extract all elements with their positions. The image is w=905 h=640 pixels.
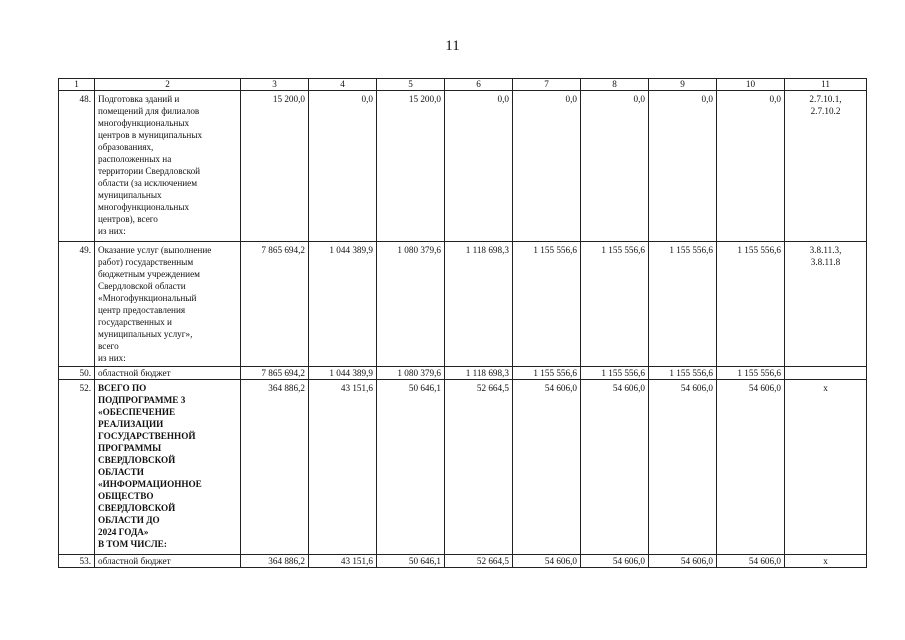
row-description: областной бюджет [95, 555, 241, 568]
value-cell: 1 118 698,3 [445, 367, 513, 380]
description-line: образованиях, [98, 142, 154, 152]
measure-code: 2.7.10.2 [810, 106, 841, 116]
row-description [95, 380, 241, 555]
value-cell: 54 606,0 [513, 380, 581, 555]
column-number: 4 [309, 79, 377, 91]
description-line: ОБЛАСТИ [98, 467, 144, 477]
description-line: В ТОМ ЧИСЛЕ: [98, 539, 167, 549]
value-cell: 1 155 556,6 [513, 367, 581, 380]
page-number: 11 [445, 38, 460, 54]
table-row [59, 91, 867, 242]
value-cell: 0,0 [513, 91, 581, 242]
value-cell: 0,0 [309, 91, 377, 242]
measure-code: 3.8.11.8 [810, 257, 841, 267]
description-line: ВСЕГО ПО [98, 383, 147, 393]
table-row [59, 555, 867, 568]
description-line: всего [98, 341, 119, 351]
value-cell: 1 155 556,6 [717, 242, 785, 367]
description-line: многофункциональных [98, 202, 190, 212]
value-cell: 15 200,0 [241, 91, 309, 242]
column-number: 7 [513, 79, 581, 91]
value-cell: 364 886,2 [241, 380, 309, 555]
description-line: расположенных на [98, 154, 172, 164]
budget-table [58, 78, 867, 568]
description-line: 2024 ГОДА» [98, 527, 149, 537]
description-line: РЕАЛИЗАЦИИ [98, 419, 164, 429]
description-line: из них: [98, 353, 126, 363]
column-number: 2 [95, 79, 241, 91]
value-cell: 0,0 [581, 91, 649, 242]
description-line: помещений для филиалов [98, 106, 200, 116]
value-cell: 54 606,0 [581, 380, 649, 555]
description-line: муниципальных [98, 190, 162, 200]
value-cell: 54 606,0 [717, 380, 785, 555]
measure-code: х [785, 380, 867, 555]
value-cell: 54 606,0 [581, 555, 649, 568]
row-number: 49. [59, 242, 95, 367]
value-cell: 1 044 389,9 [309, 367, 377, 380]
row-number: 50. [59, 367, 95, 380]
description-line: ОБЛАСТИ ДО [98, 515, 160, 525]
description-line: многофункциональных [98, 118, 190, 128]
row-description [95, 91, 241, 242]
value-cell: 0,0 [445, 91, 513, 242]
description-line: ПОДПРОГРАММЕ 3 [98, 395, 186, 405]
column-number: 3 [241, 79, 309, 91]
description-line: области (за исключением [98, 178, 198, 188]
description-line: «ОБЕСПЕЧЕНИЕ [98, 407, 176, 417]
description-line: «Многофункциональный [98, 293, 197, 303]
value-cell: 1 155 556,6 [649, 367, 717, 380]
value-cell: 1 118 698,3 [445, 242, 513, 367]
description-line: бюджетным учреждением [98, 269, 200, 279]
table-row [59, 242, 867, 367]
description-line: центр предоставления [98, 305, 186, 315]
description-line: Оказание услуг (выполнение [98, 245, 212, 255]
value-cell: 1 155 556,6 [581, 367, 649, 380]
value-cell: 0,0 [717, 91, 785, 242]
value-cell: 15 200,0 [377, 91, 445, 242]
value-cell: 364 886,2 [241, 555, 309, 568]
table-row [59, 380, 867, 555]
column-number: 8 [581, 79, 649, 91]
description-line: ГОСУДАРСТВЕННОЙ [98, 431, 196, 441]
description-line: государственных и [98, 317, 172, 327]
value-cell: 54 606,0 [649, 380, 717, 555]
value-cell: 0,0 [649, 91, 717, 242]
measure-code [785, 367, 867, 380]
value-cell: 52 664,5 [445, 380, 513, 555]
value-cell: 1 155 556,6 [513, 242, 581, 367]
value-cell: 1 155 556,6 [717, 367, 785, 380]
measure-code-cell [785, 91, 867, 242]
row-description: областной бюджет [95, 367, 241, 380]
description-line: ОБЩЕСТВО [98, 491, 154, 501]
description-line: центров в муниципальных [98, 130, 203, 140]
measure-code: х [785, 555, 867, 568]
description-line: территории Свердловской [98, 166, 201, 176]
value-cell: 1 080 379,6 [377, 367, 445, 380]
description-line: Подготовка зданий и [98, 94, 180, 104]
value-cell: 54 606,0 [717, 555, 785, 568]
value-cell: 7 865 694,2 [241, 367, 309, 380]
value-cell: 1 044 389,9 [309, 242, 377, 367]
value-cell: 1 080 379,6 [377, 242, 445, 367]
measure-code: 2.7.10.1, [809, 94, 842, 104]
column-number: 1 [59, 79, 95, 91]
row-number: 52. [59, 380, 95, 555]
value-cell: 7 865 694,2 [241, 242, 309, 367]
value-cell: 54 606,0 [649, 555, 717, 568]
value-cell: 52 664,5 [445, 555, 513, 568]
description-line: Свердловской области [98, 281, 186, 291]
column-number: 9 [649, 79, 717, 91]
row-description [95, 242, 241, 367]
value-cell: 54 606,0 [513, 555, 581, 568]
row-number: 48. [59, 91, 95, 242]
value-cell: 50 646,1 [377, 380, 445, 555]
column-number: 6 [445, 79, 513, 91]
column-number: 11 [785, 79, 867, 91]
description-line: центров), всего [98, 214, 158, 224]
value-cell: 1 155 556,6 [581, 242, 649, 367]
table-row [59, 367, 867, 380]
description-line: работ) государственным [98, 257, 194, 267]
measure-code-cell [785, 242, 867, 367]
column-number: 5 [377, 79, 445, 91]
column-number: 10 [717, 79, 785, 91]
row-number: 53. [59, 555, 95, 568]
description-line: СВЕРДЛОВСКОЙ [98, 455, 176, 465]
measure-code: 3.8.11.3, [809, 245, 842, 255]
description-line: муниципальных услуг», [98, 329, 193, 339]
description-line: ПРОГРАММЫ [98, 443, 162, 453]
description-line: «ИНФОРМАЦИОННОЕ [98, 479, 202, 489]
description-line: СВЕРДЛОВСКОЙ [98, 503, 176, 513]
value-cell: 43 151,6 [309, 555, 377, 568]
value-cell: 1 155 556,6 [649, 242, 717, 367]
column-number-row [59, 79, 867, 91]
value-cell: 43 151,6 [309, 380, 377, 555]
description-line: из них: [98, 226, 126, 236]
value-cell: 50 646,1 [377, 555, 445, 568]
